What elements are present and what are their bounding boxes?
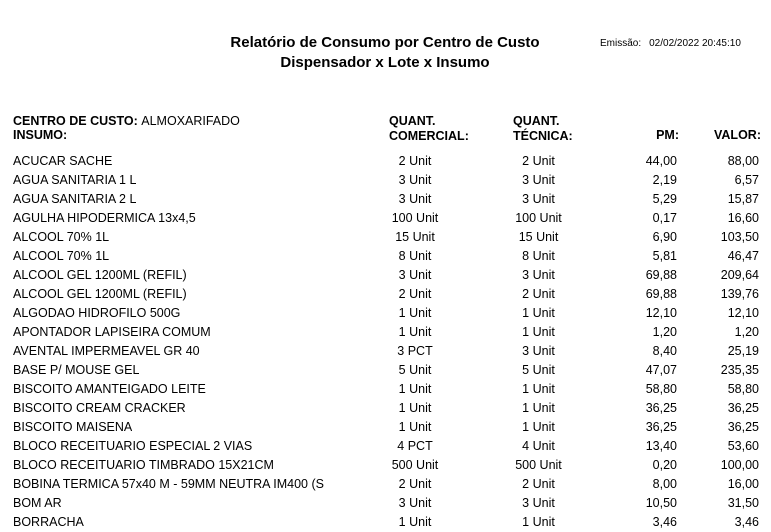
insumo-cell: AVENTAL IMPERMEAVEL GR 40 <box>13 344 200 358</box>
quant-comercial-header-line1: QUANT. <box>389 114 436 128</box>
pm-cell: 6,90 <box>652 230 677 244</box>
table-row <box>0 285 771 304</box>
consumo-table <box>0 152 771 532</box>
valor-cell: 103,50 <box>720 230 759 244</box>
centro-de-custo-value: ALMOXARIFADO <box>141 114 240 128</box>
valor-cell: 46,47 <box>727 249 759 263</box>
insumo-cell: BLOCO RECEITUARIO ESPECIAL 2 VIAS <box>13 439 253 453</box>
pm-cell: 0,17 <box>652 211 677 225</box>
insumo-cell: APONTADOR LAPISEIRA COMUM <box>13 325 211 339</box>
table-row <box>0 266 771 285</box>
emissao-value: 02/02/2022 20:45:10 <box>649 38 741 49</box>
centro-de-custo-header <box>13 114 240 129</box>
pm-cell: 47,07 <box>645 363 677 377</box>
quant-comercial-cell: 15 Unit <box>395 230 435 244</box>
quant-tecnica-cell: 3 Unit <box>522 344 555 358</box>
insumo-cell: AGUA SANITARIA 2 L <box>13 192 137 206</box>
quant-tecnica-cell: 1 Unit <box>522 401 555 415</box>
pm-cell: 3,46 <box>652 515 677 529</box>
valor-cell: 16,00 <box>727 477 759 491</box>
table-row <box>0 323 771 342</box>
valor-cell: 88,00 <box>727 154 759 168</box>
pm-cell: 36,25 <box>645 401 677 415</box>
insumo-cell: ACUCAR SACHE <box>13 154 113 168</box>
table-row <box>0 456 771 475</box>
quant-comercial-header-line2: COMERCIAL: <box>389 129 469 143</box>
quant-tecnica-cell: 1 Unit <box>522 325 555 339</box>
table-row <box>0 304 771 323</box>
quant-comercial-cell: 500 Unit <box>391 458 439 472</box>
quant-tecnica-cell: 1 Unit <box>522 420 555 434</box>
valor-cell: 53,60 <box>727 439 759 453</box>
quant-tecnica-cell: 1 Unit <box>522 306 555 320</box>
insumo-cell: ALCOOL GEL 1200ML (REFIL) <box>13 287 187 301</box>
insumo-cell: ALCOOL 70% 1L <box>13 230 110 244</box>
quant-comercial-cell: 100 Unit <box>391 211 439 225</box>
valor-cell: 12,10 <box>727 306 759 320</box>
quant-tecnica-cell: 3 Unit <box>522 192 555 206</box>
quant-comercial-cell: 3 Unit <box>398 496 432 510</box>
valor-cell: 15,87 <box>727 192 759 206</box>
valor-cell: 1,20 <box>734 325 759 339</box>
table-row <box>0 513 771 532</box>
table-row <box>0 152 771 171</box>
quant-tecnica-cell: 5 Unit <box>522 363 555 377</box>
pm-cell: 8,00 <box>652 477 677 491</box>
pm-cell: 69,88 <box>645 268 677 282</box>
pm-cell: 8,40 <box>652 344 677 358</box>
pm-cell: 58,80 <box>645 382 677 396</box>
pm-cell: 1,20 <box>652 325 677 339</box>
pm-cell: 5,29 <box>652 192 677 206</box>
quant-tecnica-cell: 2 Unit <box>522 287 555 301</box>
quant-tecnica-cell: 3 Unit <box>522 268 555 282</box>
quant-comercial-cell: 1 Unit <box>398 401 432 415</box>
valor-cell: 31,50 <box>727 496 759 510</box>
quant-comercial-cell: 1 Unit <box>398 382 432 396</box>
table-row <box>0 171 771 190</box>
pm-cell: 2,19 <box>652 173 677 187</box>
quant-tecnica-cell: 4 Unit <box>522 439 555 453</box>
quant-tecnica-cell: 3 Unit <box>522 496 555 510</box>
quant-comercial-cell: 1 Unit <box>398 515 432 529</box>
valor-cell: 16,60 <box>727 211 759 225</box>
quant-comercial-cell: 2 Unit <box>398 154 432 168</box>
insumo-cell: AGUA SANITARIA 1 L <box>13 173 137 187</box>
quant-tecnica-cell: 2 Unit <box>522 154 555 168</box>
quant-comercial-cell: 3 Unit <box>398 268 432 282</box>
insumo-cell: BISCOITO AMANTEIGADO LEITE <box>13 382 206 396</box>
quant-comercial-cell: 3 PCT <box>397 344 433 358</box>
pm-cell: 44,00 <box>645 154 677 168</box>
valor-cell: 36,25 <box>727 401 759 415</box>
table-row <box>0 380 771 399</box>
quant-comercial-cell: 3 Unit <box>398 192 432 206</box>
table-row <box>0 247 771 266</box>
insumo-cell: BLOCO RECEITUARIO TIMBRADO 15X21CM <box>13 458 274 472</box>
quant-comercial-cell: 8 Unit <box>398 249 432 263</box>
quant-comercial-cell: 1 Unit <box>398 420 432 434</box>
table-row <box>0 209 771 228</box>
valor-cell: 25,19 <box>727 344 759 358</box>
insumo-cell: ALCOOL 70% 1L <box>13 249 110 263</box>
valor-cell: 235,35 <box>720 363 759 377</box>
quant-tecnica-header <box>513 114 573 144</box>
quant-tecnica-cell: 500 Unit <box>515 458 562 472</box>
pm-cell: 0,20 <box>652 458 677 472</box>
quant-tecnica-cell: 1 Unit <box>522 382 555 396</box>
table-row <box>0 418 771 437</box>
pm-cell: 69,88 <box>645 287 677 301</box>
centro-de-custo-label: CENTRO DE CUSTO: <box>13 114 138 128</box>
pm-cell: 5,81 <box>652 249 677 263</box>
insumo-cell: BASE P/ MOUSE GEL <box>13 363 140 377</box>
table-row <box>0 342 771 361</box>
insumo-cell: BISCOITO CREAM CRACKER <box>13 401 186 415</box>
insumo-cell: BISCOITO MAISENA <box>13 420 133 434</box>
table-row <box>0 190 771 209</box>
quant-comercial-cell: 1 Unit <box>398 325 432 339</box>
quant-tecnica-header-line1: QUANT. <box>513 114 560 128</box>
table-row <box>0 361 771 380</box>
valor-cell: 6,57 <box>734 173 759 187</box>
insumo-cell: ALGODAO HIDROFILO 500G <box>13 306 181 320</box>
insumo-cell: BOBINA TERMICA 57x40 M - 59MM NEUTRA IM400 (S <box>13 477 324 491</box>
insumo-cell: BORRACHA <box>13 515 84 529</box>
insumo-header: INSUMO: <box>13 128 68 142</box>
insumo-cell: ALCOOL GEL 1200ML (REFIL) <box>13 268 187 282</box>
emissao-label: Emissão: <box>600 38 642 49</box>
quant-comercial-cell: 3 Unit <box>398 173 432 187</box>
emissao-info <box>600 38 741 49</box>
quant-tecnica-cell: 8 Unit <box>522 249 555 263</box>
quant-comercial-cell: 4 PCT <box>397 439 433 453</box>
quant-comercial-cell: 2 Unit <box>398 477 432 491</box>
pm-cell: 36,25 <box>645 420 677 434</box>
quant-tecnica-cell: 100 Unit <box>515 211 562 225</box>
report-subtitle: Dispensador x Lote x Insumo <box>280 54 490 71</box>
quant-comercial-cell: 2 Unit <box>398 287 432 301</box>
table-row <box>0 494 771 513</box>
pm-cell: 13,40 <box>645 439 677 453</box>
quant-tecnica-cell: 2 Unit <box>522 477 555 491</box>
table-row <box>0 228 771 247</box>
valor-cell: 58,80 <box>727 382 759 396</box>
quant-comercial-cell: 5 Unit <box>398 363 432 377</box>
valor-cell: 139,76 <box>720 287 759 301</box>
table-row <box>0 475 771 494</box>
table-row <box>0 437 771 456</box>
insumo-cell: AGULHA HIPODERMICA 13x4,5 <box>13 211 196 225</box>
quant-comercial-header <box>389 114 469 144</box>
report-title: Relatório de Consumo por Centro de Custo <box>230 34 540 51</box>
quant-tecnica-cell: 3 Unit <box>522 173 555 187</box>
valor-cell: 209,64 <box>720 268 759 282</box>
table-row <box>0 399 771 418</box>
pm-header: PM: <box>656 128 679 142</box>
valor-cell: 100,00 <box>720 458 759 472</box>
quant-comercial-cell: 1 Unit <box>398 306 432 320</box>
valor-cell: 36,25 <box>727 420 759 434</box>
quant-tecnica-header-line2: TÉCNICA: <box>513 129 573 143</box>
pm-cell: 10,50 <box>645 496 677 510</box>
pm-cell: 12,10 <box>645 306 677 320</box>
quant-tecnica-cell: 15 Unit <box>518 230 559 244</box>
valor-header: VALOR: <box>714 128 761 142</box>
valor-cell: 3,46 <box>734 515 759 529</box>
quant-tecnica-cell: 1 Unit <box>522 515 555 529</box>
insumo-cell: BOM AR <box>13 496 62 510</box>
